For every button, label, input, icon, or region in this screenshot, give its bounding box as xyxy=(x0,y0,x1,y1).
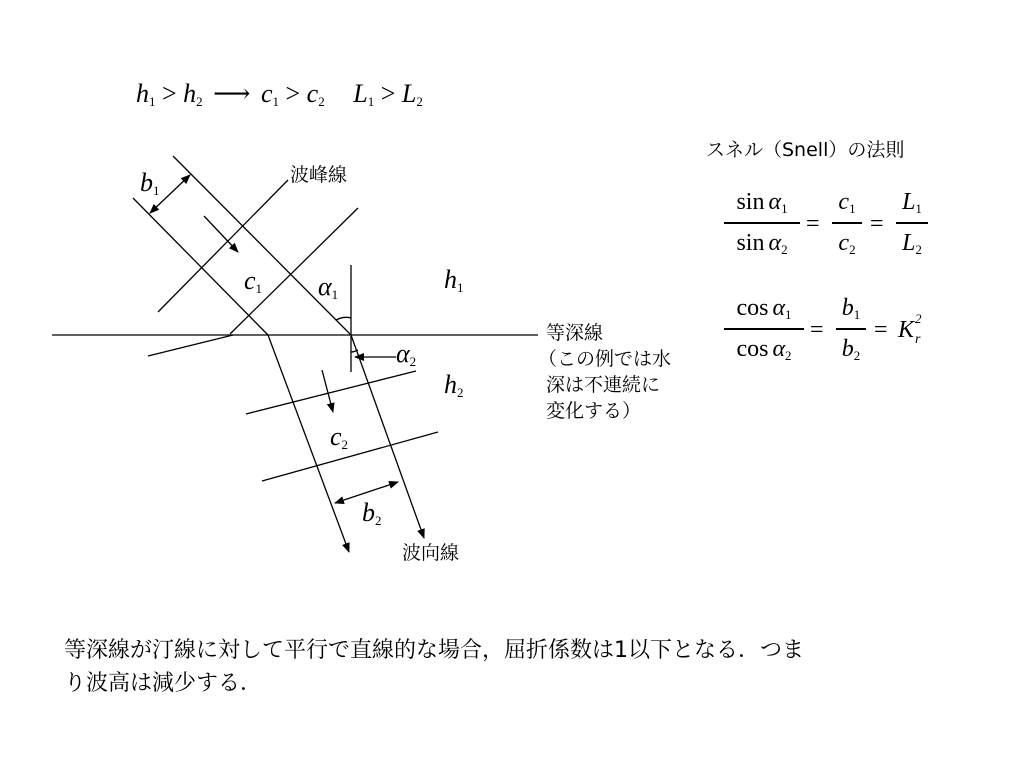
eq2-lhs-den-sub: 2 xyxy=(785,348,792,363)
c2-var: c xyxy=(306,79,319,108)
label-c1 xyxy=(244,266,262,296)
b2-var: b xyxy=(362,498,375,527)
h2-label-var: h xyxy=(444,370,457,399)
eq1-rhs-den-sub: 2 xyxy=(915,242,922,257)
alpha1-var: α xyxy=(318,272,332,301)
h1-label-sub: 1 xyxy=(457,280,464,295)
c1-sub: 1 xyxy=(272,94,279,109)
eq1-lhs-num-sub: 1 xyxy=(781,201,788,216)
L1-var: L xyxy=(353,79,368,108)
eq2-lhs-num-var: α xyxy=(772,295,786,321)
header-relation xyxy=(136,79,423,113)
snell-equation-2 xyxy=(724,294,944,370)
eq1-mid-fraction xyxy=(832,188,862,264)
gt-sign-3: > xyxy=(380,79,396,108)
angle-arc-alpha1 xyxy=(336,317,351,320)
h2-var: h xyxy=(183,79,197,108)
isobath-title: 等深線 xyxy=(546,322,604,344)
snell-equation-1 xyxy=(724,188,944,264)
eq2-kr-squared xyxy=(898,311,926,347)
eq2-lhs-num-fn: cos xyxy=(736,295,769,321)
conclusion-line-2: り波高は減少する． xyxy=(64,671,263,696)
eq2-K-var: K xyxy=(898,317,915,343)
eq2-equals-a: = xyxy=(810,317,824,343)
snell-title: スネル（Snell）の法則 xyxy=(706,139,905,161)
eq1-mid-den-var: c xyxy=(838,230,850,256)
label-wave-ray: 波向線 xyxy=(402,542,460,564)
label-isobath xyxy=(538,320,672,424)
c1-var: c xyxy=(260,79,273,108)
label-b2 xyxy=(362,498,382,528)
wave-crest-upper-1 xyxy=(158,180,288,312)
eq1-rhs-den-var: L xyxy=(902,230,916,256)
L2-sub: 2 xyxy=(416,94,423,109)
eq2-lhs-fraction xyxy=(724,294,804,370)
eq2-mid-num-var: b xyxy=(841,295,854,321)
isobath-note-line-2: 深は不連続に xyxy=(546,374,661,396)
c1-label-var: c xyxy=(244,266,256,295)
h2-label-sub: 2 xyxy=(457,385,464,400)
conclusion-line-1: 等深線が汀線に対して平行で直線的な場合，屈折係数は1以下となる．つま xyxy=(64,638,804,663)
alpha2-sub: 2 xyxy=(409,354,417,369)
b2-sub: 2 xyxy=(375,513,382,528)
eq1-lhs-num-fn: sin xyxy=(736,189,765,215)
L1-sub: 1 xyxy=(367,94,375,109)
c2-label-var: c xyxy=(330,422,342,451)
label-h2 xyxy=(444,370,464,400)
L2-var: L xyxy=(401,79,417,108)
eq2-mid-den-sub: 2 xyxy=(853,348,861,363)
eq2-K-sub: r xyxy=(915,332,921,347)
eq1-rhs-num-sub: 1 xyxy=(915,201,922,216)
c2-label-sub: 2 xyxy=(341,437,349,452)
alpha1-sub: 1 xyxy=(331,287,339,302)
h1-label-var: h xyxy=(444,265,457,294)
eq1-rhs-fraction xyxy=(896,188,928,264)
eq1-equals-a: = xyxy=(806,211,820,237)
conclusion-text xyxy=(64,634,804,700)
eq1-equals-b: = xyxy=(870,211,884,237)
eq2-K-sup: 2 xyxy=(915,311,922,326)
eq1-mid-num-sub: 1 xyxy=(849,201,856,216)
gt-sign-2: > xyxy=(285,79,301,108)
label-b1 xyxy=(140,168,160,198)
alpha2-var: α xyxy=(396,339,410,368)
eq1-lhs-fraction xyxy=(724,188,800,264)
eq2-equals-b: = xyxy=(874,317,888,343)
c1-direction-arrow xyxy=(204,216,238,252)
eq1-lhs-den-sub: 2 xyxy=(781,242,788,257)
b1-sub: 1 xyxy=(153,183,160,198)
eq2-lhs-den-var: α xyxy=(772,336,786,362)
gt-sign-1: > xyxy=(162,79,177,108)
label-h1 xyxy=(444,265,464,295)
eq1-mid-den-sub: 2 xyxy=(849,242,856,257)
h2-sub: 2 xyxy=(196,94,203,109)
h1-var: h xyxy=(136,79,149,108)
label-crest-line: 波峰線 xyxy=(290,164,348,186)
eq1-lhs-den-fn: sin xyxy=(736,230,765,256)
c2-sub: 2 xyxy=(318,94,325,109)
h1-sub: 1 xyxy=(149,94,156,109)
eq2-mid-den-var: b xyxy=(841,336,854,362)
eq1-mid-num-var: c xyxy=(838,189,850,215)
b1-var: b xyxy=(140,168,153,197)
eq1-rhs-num-var: L xyxy=(902,189,916,215)
eq1-lhs-den-var: α xyxy=(768,230,782,256)
wave-crest-lower-2 xyxy=(246,371,416,414)
isobath-note-line-3: 変化する） xyxy=(546,400,642,422)
eq2-lhs-num-sub: 1 xyxy=(785,307,792,322)
implies-arrow: ⟶ xyxy=(213,79,251,108)
label-c2 xyxy=(330,422,348,452)
eq1-lhs-num-var: α xyxy=(768,189,782,215)
wave-crest-lower-1 xyxy=(148,335,233,356)
eq2-mid-num-sub: 1 xyxy=(853,307,861,322)
label-alpha2 xyxy=(396,339,416,369)
c1-label-sub: 1 xyxy=(255,281,263,296)
wave-crest-lower-3 xyxy=(262,432,438,481)
isobath-note-line-1: （この例では水 xyxy=(538,348,672,370)
c2-direction-arrow xyxy=(322,370,333,412)
eq2-mid-fraction xyxy=(836,294,866,370)
eq2-lhs-den-fn: cos xyxy=(736,336,769,362)
label-alpha1 xyxy=(318,272,338,302)
